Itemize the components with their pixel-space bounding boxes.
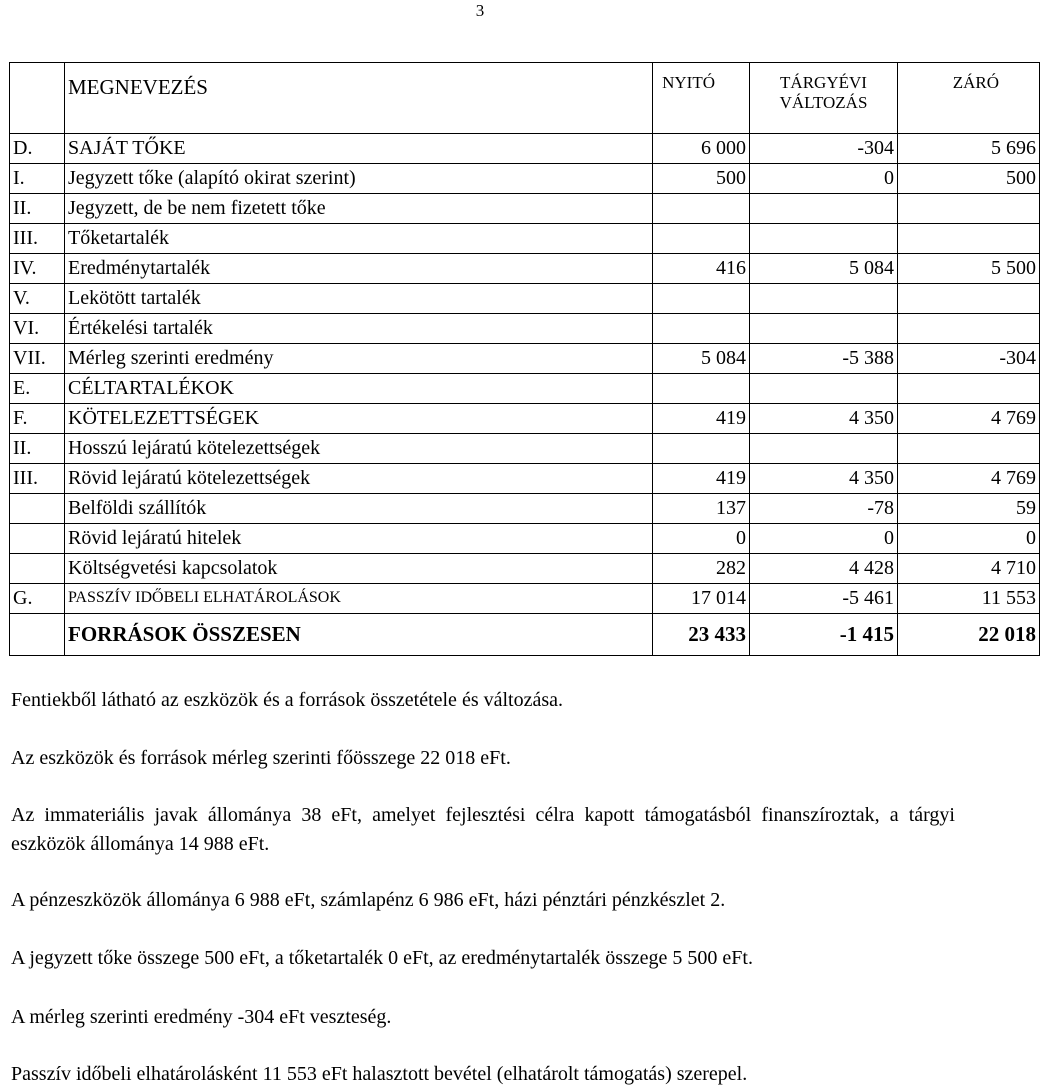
row-code: III. bbox=[10, 464, 65, 494]
row-code: G. bbox=[10, 584, 65, 614]
row-change: -78 bbox=[750, 494, 898, 524]
header-code-cell bbox=[10, 63, 65, 134]
row-name: KÖTELEZETTSÉGEK bbox=[65, 404, 653, 434]
row-open: 419 bbox=[653, 404, 750, 434]
row-name: Költségvetési kapcsolatok bbox=[65, 554, 653, 584]
table-row bbox=[10, 134, 1040, 164]
header-close: ZÁRÓ bbox=[898, 63, 1040, 134]
table-row bbox=[10, 404, 1040, 434]
table-row bbox=[10, 164, 1040, 194]
row-name: Eredménytartalék bbox=[65, 254, 653, 284]
row-open: 5 084 bbox=[653, 344, 750, 374]
paragraph: Az immateriális javak állománya 38 eFt, amelyet fejlesztési célra kapott támogatásból finanszíroztak, a tárgyi eszközök állománya 14 988 eFt. bbox=[11, 804, 955, 855]
paragraph: A pénzeszközök állománya 6 988 eFt, számlapénz 6 986 eFt, házi pénztári pénzkészlet 2. bbox=[11, 889, 726, 911]
row-name: Rövid lejáratú kötelezettségek bbox=[65, 464, 653, 494]
row-open: 137 bbox=[653, 494, 750, 524]
header-change: TÁRGYÉVI VÁLTOZÁS bbox=[750, 63, 898, 134]
row-close bbox=[898, 374, 1040, 404]
row-close: 4 769 bbox=[898, 464, 1040, 494]
row-code: II. bbox=[10, 194, 65, 224]
table-row bbox=[10, 254, 1040, 284]
paragraph: Passzív időbeli elhatárolásként 11 553 eFt halasztott bevétel (elhatárolt támogatás) szerepel. bbox=[11, 1063, 748, 1085]
paragraph: Az eszközök és források mérleg szerinti főösszege 22 018 eFt. bbox=[11, 747, 511, 769]
row-code: F. bbox=[10, 404, 65, 434]
row-change: 5 084 bbox=[750, 254, 898, 284]
row-code bbox=[10, 524, 65, 554]
row-code: VI. bbox=[10, 314, 65, 344]
row-code: IV. bbox=[10, 254, 65, 284]
row-code: II. bbox=[10, 434, 65, 464]
table-header-row bbox=[10, 63, 1040, 134]
paragraph: A jegyzett tőke összege 500 eFt, a tőketartalék 0 eFt, az eredménytartalék összege 5 500 eFt. bbox=[11, 947, 753, 969]
row-change: -5 388 bbox=[750, 344, 898, 374]
table-row bbox=[10, 344, 1040, 374]
table-body bbox=[10, 134, 1040, 656]
balance-sheet-table bbox=[9, 62, 1040, 656]
row-change: 4 350 bbox=[750, 404, 898, 434]
row-open: 282 bbox=[653, 554, 750, 584]
row-name: FORRÁSOK ÖSSZESEN bbox=[65, 614, 653, 656]
row-name: CÉLTARTALÉKOK bbox=[65, 374, 653, 404]
header-open: NYITÓ bbox=[653, 63, 750, 134]
row-close: 4 769 bbox=[898, 404, 1040, 434]
row-change bbox=[750, 314, 898, 344]
row-open: 23 433 bbox=[653, 614, 750, 656]
row-name: PASSZÍV IDŐBELI ELHATÁROLÁSOK bbox=[65, 584, 653, 614]
row-close: 0 bbox=[898, 524, 1040, 554]
row-change bbox=[750, 224, 898, 254]
table-row bbox=[10, 434, 1040, 464]
row-open: 17 014 bbox=[653, 584, 750, 614]
row-open bbox=[653, 434, 750, 464]
row-open bbox=[653, 314, 750, 344]
table-row bbox=[10, 464, 1040, 494]
paragraph: Fentiekből látható az eszközök és a források összetétele és változása. bbox=[11, 689, 564, 711]
row-change bbox=[750, 194, 898, 224]
row-close bbox=[898, 224, 1040, 254]
row-code: E. bbox=[10, 374, 65, 404]
row-close bbox=[898, 194, 1040, 224]
row-close bbox=[898, 284, 1040, 314]
row-name: Mérleg szerinti eredmény bbox=[65, 344, 653, 374]
row-change bbox=[750, 284, 898, 314]
row-code bbox=[10, 494, 65, 524]
row-change: 0 bbox=[750, 524, 898, 554]
row-name: Jegyzett tőke (alapító okirat szerint) bbox=[65, 164, 653, 194]
row-code bbox=[10, 614, 65, 656]
row-open bbox=[653, 194, 750, 224]
row-close: 22 018 bbox=[898, 614, 1040, 656]
row-code: D. bbox=[10, 134, 65, 164]
row-name: Belföldi szállítók bbox=[65, 494, 653, 524]
row-code bbox=[10, 554, 65, 584]
row-name: SAJÁT TŐKE bbox=[65, 134, 653, 164]
table-row bbox=[10, 614, 1040, 656]
row-close: 11 553 bbox=[898, 584, 1040, 614]
page-number: 3 bbox=[475, 1, 485, 20]
paragraph: A mérleg szerinti eredmény -304 eFt veszteség. bbox=[11, 1006, 392, 1028]
row-name: Tőketartalék bbox=[65, 224, 653, 254]
table-row bbox=[10, 584, 1040, 614]
row-change: -1 415 bbox=[750, 614, 898, 656]
row-code: VII. bbox=[10, 344, 65, 374]
row-name: Lekötött tartalék bbox=[65, 284, 653, 314]
row-name: Értékelési tartalék bbox=[65, 314, 653, 344]
row-close: 500 bbox=[898, 164, 1040, 194]
row-code: V. bbox=[10, 284, 65, 314]
row-name: Hosszú lejáratú kötelezettségek bbox=[65, 434, 653, 464]
row-change: 0 bbox=[750, 164, 898, 194]
row-change: -304 bbox=[750, 134, 898, 164]
row-change bbox=[750, 374, 898, 404]
row-close bbox=[898, 314, 1040, 344]
row-code: III. bbox=[10, 224, 65, 254]
row-close: 5 696 bbox=[898, 134, 1040, 164]
row-close: 4 710 bbox=[898, 554, 1040, 584]
table-row bbox=[10, 194, 1040, 224]
table-row bbox=[10, 554, 1040, 584]
table-row bbox=[10, 224, 1040, 254]
table-row bbox=[10, 524, 1040, 554]
table-row bbox=[10, 284, 1040, 314]
table-row bbox=[10, 314, 1040, 344]
row-close: -304 bbox=[898, 344, 1040, 374]
row-open: 419 bbox=[653, 464, 750, 494]
table-row bbox=[10, 494, 1040, 524]
table-row bbox=[10, 374, 1040, 404]
row-open bbox=[653, 284, 750, 314]
row-open: 500 bbox=[653, 164, 750, 194]
row-open: 416 bbox=[653, 254, 750, 284]
row-change: -5 461 bbox=[750, 584, 898, 614]
row-name: Rövid lejáratú hitelek bbox=[65, 524, 653, 554]
row-change bbox=[750, 434, 898, 464]
row-open bbox=[653, 374, 750, 404]
row-open: 6 000 bbox=[653, 134, 750, 164]
row-open bbox=[653, 224, 750, 254]
header-name: MEGNEVEZÉS bbox=[65, 63, 653, 134]
row-close bbox=[898, 434, 1040, 464]
row-change: 4 428 bbox=[750, 554, 898, 584]
row-change: 4 350 bbox=[750, 464, 898, 494]
row-close: 59 bbox=[898, 494, 1040, 524]
row-close: 5 500 bbox=[898, 254, 1040, 284]
row-code: I. bbox=[10, 164, 65, 194]
row-name: Jegyzett, de be nem fizetett tőke bbox=[65, 194, 653, 224]
row-open: 0 bbox=[653, 524, 750, 554]
